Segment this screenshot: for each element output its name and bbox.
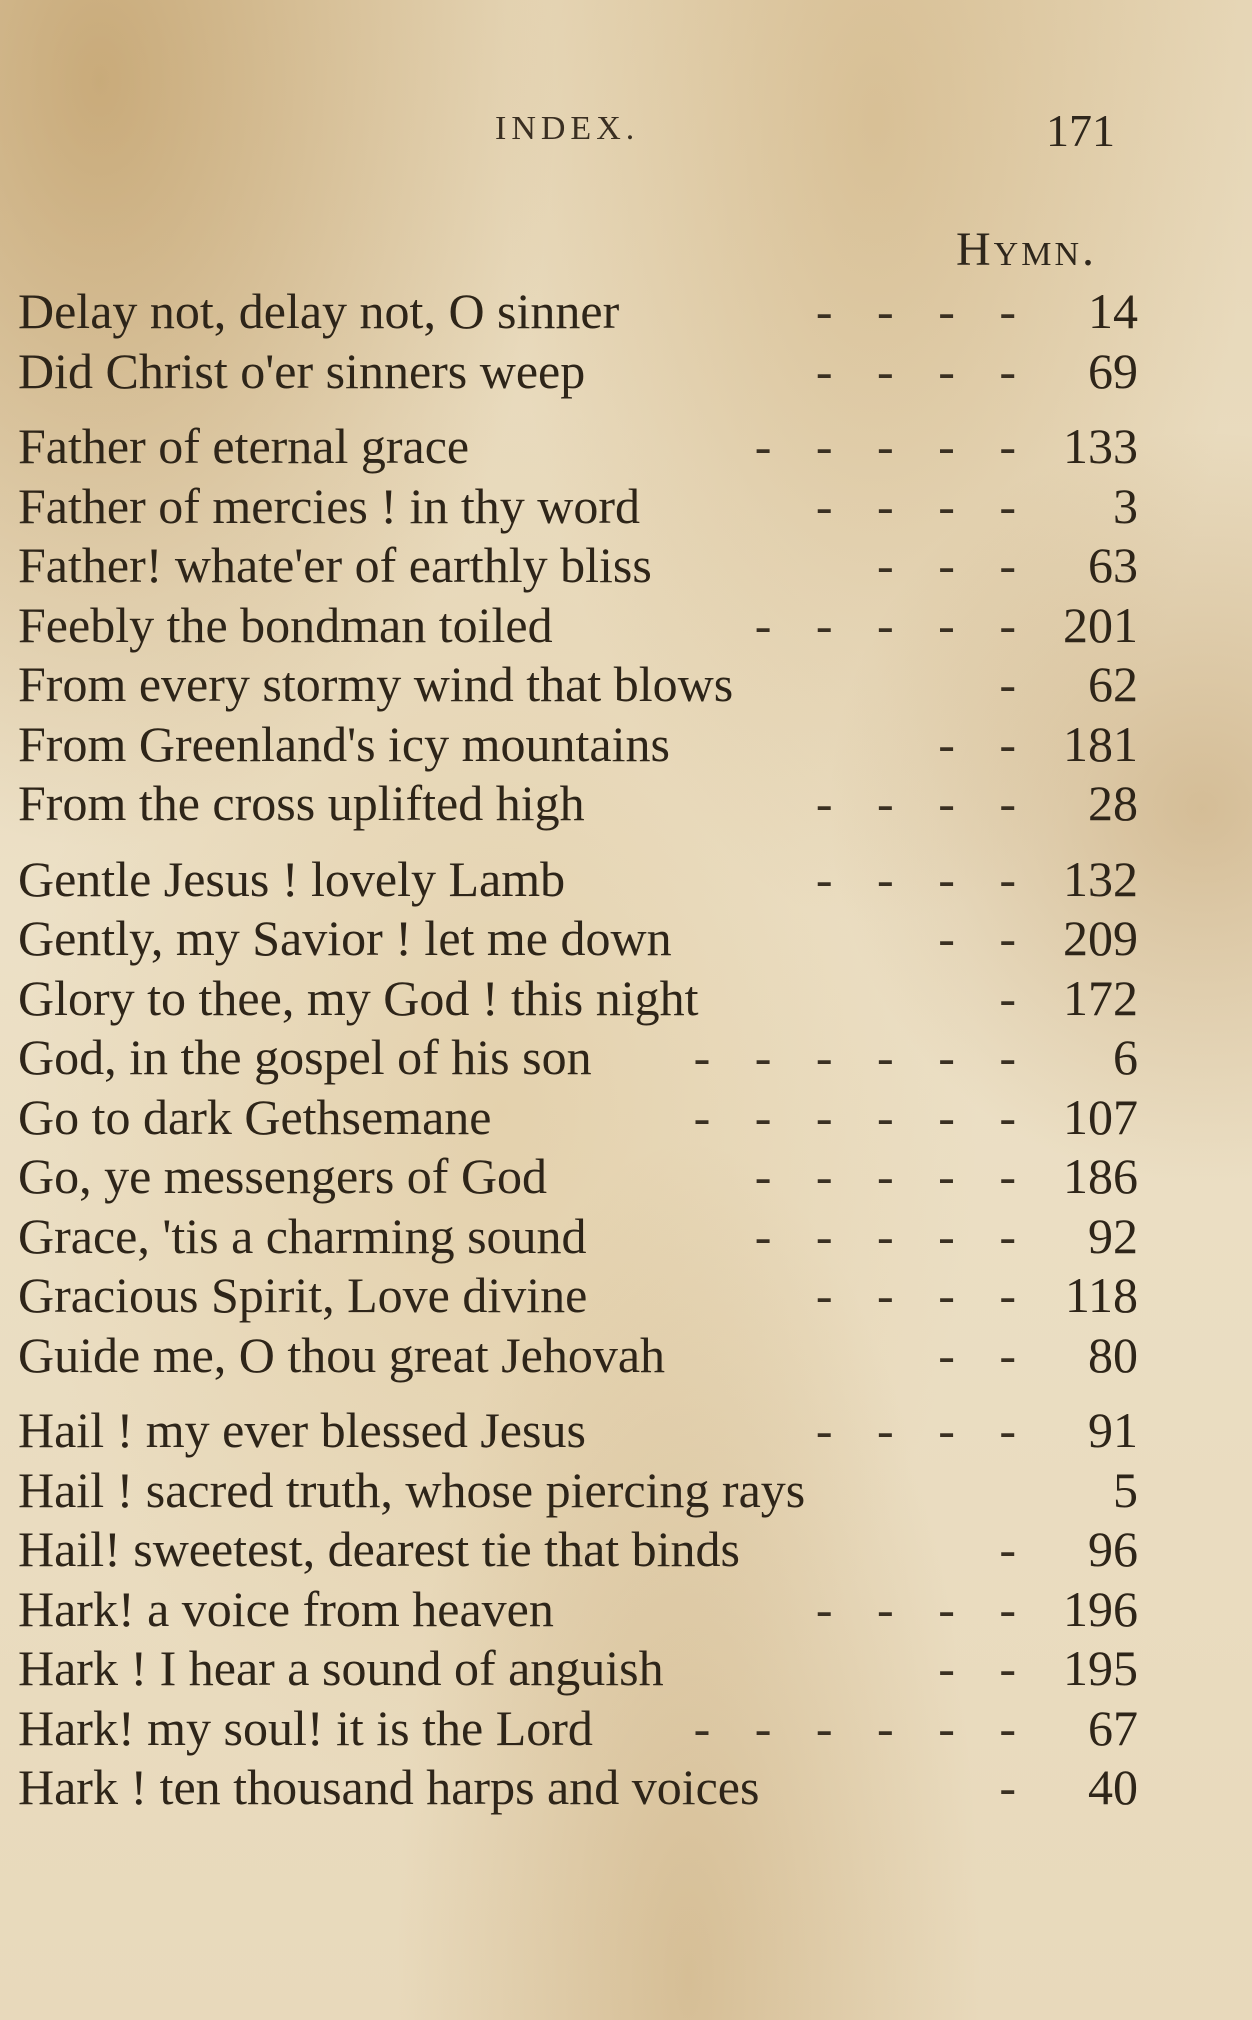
index-entry — [18, 1639, 1138, 1699]
hymn-number: 96 — [1088, 1521, 1138, 1577]
hymn-number: 5 — [1113, 1461, 1138, 1518]
hymn-number: 62 — [1088, 656, 1138, 712]
index-entry — [18, 909, 1138, 969]
hymn-first-line: Feebly the bondman toiled — [18, 596, 553, 653]
hymn-first-line: Gently, my Savior ! let me down — [18, 910, 672, 966]
hymn-number: 6 — [1113, 1029, 1138, 1085]
hymn-first-line: Father! whate'er of earthly bliss — [18, 537, 652, 593]
index-entry — [18, 1266, 1138, 1326]
dot-leader: - - - - — [815, 1402, 1032, 1458]
hymn-first-line: God, in the gospel of his son — [18, 1029, 592, 1085]
column-heading: Hymn. — [956, 223, 1098, 276]
hymn-first-line: Hail! sweetest, dearest tie that binds — [18, 1521, 740, 1577]
dot-leader: - - - - — [815, 283, 1032, 339]
dot-leader: - - — [938, 1640, 1032, 1696]
hymn-first-line: Hark! a voice from heaven — [18, 1580, 554, 1637]
index-entry — [18, 1699, 1138, 1759]
hymn-number: 67 — [1088, 1699, 1138, 1756]
index-entry — [18, 342, 1138, 402]
index-entry — [18, 1147, 1138, 1207]
index-entry — [18, 1461, 1138, 1521]
index-entry — [18, 1028, 1138, 1088]
dot-leader: - — [999, 656, 1032, 712]
hymn-first-line: Hark! my soul! it is the Lord — [18, 1699, 593, 1756]
hymn-first-line: Delay not, delay not, O sinner — [18, 283, 620, 339]
index-entry — [18, 655, 1138, 715]
index-entry — [18, 1207, 1138, 1267]
index-group — [18, 282, 1138, 401]
dot-leader: - - - - — [815, 775, 1032, 831]
hymn-number: 80 — [1088, 1326, 1138, 1383]
hymn-number: 63 — [1088, 537, 1138, 593]
hymn-number: 14 — [1088, 283, 1138, 339]
index-entry — [18, 1088, 1138, 1148]
index-entry — [18, 1580, 1138, 1640]
hymn-number: 209 — [1063, 910, 1138, 966]
running-head — [0, 104, 1252, 164]
dot-leader: - - - - - — [754, 1207, 1032, 1264]
hymn-first-line: From every stormy wind that blows — [18, 656, 734, 712]
hymn-first-line: Guide me, O thou great Jehovah — [18, 1326, 666, 1383]
hymn-number: 69 — [1088, 342, 1138, 399]
hymn-first-line: Hail ! sacred truth, whose piercing rays — [18, 1461, 806, 1518]
index-group — [18, 850, 1138, 1386]
hymn-number: 28 — [1088, 775, 1138, 831]
index-entry — [18, 715, 1138, 775]
hymn-number: 201 — [1063, 596, 1138, 653]
dot-leader: - — [999, 969, 1032, 1026]
hymn-index-list — [18, 282, 1138, 1834]
hymn-first-line: Hark ! I hear a sound of anguish — [18, 1640, 664, 1696]
dot-leader: - - - - - — [754, 1148, 1032, 1204]
index-entry — [18, 1520, 1138, 1580]
dot-leader: - - - - — [815, 1267, 1032, 1323]
page-number: 171 — [1046, 105, 1115, 156]
dot-leader: - - — [938, 715, 1032, 772]
hymn-number: 40 — [1088, 1759, 1138, 1815]
page-title: INDEX. — [495, 110, 640, 147]
hymn-number: 172 — [1063, 969, 1138, 1026]
index-entry — [18, 536, 1138, 596]
hymn-first-line: Hark ! ten thousand harps and voices — [18, 1759, 760, 1815]
hymn-number: 196 — [1063, 1580, 1138, 1637]
index-entry — [18, 596, 1138, 656]
hymn-number: 3 — [1113, 477, 1138, 534]
hymn-first-line: Gracious Spirit, Love divine — [18, 1267, 588, 1323]
index-entry — [18, 417, 1138, 477]
dot-leader: - — [999, 1759, 1032, 1815]
dot-leader: - — [999, 1521, 1032, 1577]
index-entry — [18, 774, 1138, 834]
dot-leader: - - — [938, 1326, 1032, 1383]
hymn-first-line: From Greenland's icy mountains — [18, 715, 670, 772]
index-entry — [18, 1401, 1138, 1461]
index-entry — [18, 282, 1138, 342]
dot-leader: - - - - - - — [693, 1088, 1032, 1145]
hymn-number: 118 — [1064, 1267, 1138, 1323]
dot-leader: - - - - - — [754, 596, 1032, 653]
index-group — [18, 1401, 1138, 1818]
hymn-first-line: Did Christ o'er sinners weep — [18, 342, 586, 399]
hymn-number: 92 — [1088, 1207, 1138, 1264]
hymn-number: 133 — [1063, 418, 1138, 474]
hymn-first-line: Father of eternal grace — [18, 418, 470, 474]
hymn-number: 181 — [1063, 715, 1138, 772]
index-entry — [18, 969, 1138, 1029]
hymn-first-line: Father of mercies ! in thy word — [18, 477, 641, 534]
hymn-number: 91 — [1088, 1402, 1138, 1458]
dot-leader: - - - - — [815, 1580, 1032, 1637]
index-entry — [18, 850, 1138, 910]
index-entry — [18, 477, 1138, 537]
dot-leader: - - - — [877, 537, 1032, 593]
dot-leader: - - - - — [815, 342, 1032, 399]
dot-leader: - - - - — [815, 477, 1032, 534]
index-group — [18, 417, 1138, 834]
index-entry — [18, 1758, 1138, 1818]
hymn-number: 195 — [1063, 1640, 1138, 1696]
dot-leader: - - - - — [815, 850, 1032, 907]
dot-leader: - - - - - — [754, 418, 1032, 474]
hymn-number: 186 — [1063, 1148, 1138, 1204]
hymn-first-line: Go, ye messengers of God — [18, 1148, 548, 1204]
hymn-first-line: Hail ! my ever blessed Jesus — [18, 1402, 586, 1458]
index-entry — [18, 1326, 1138, 1386]
hymn-first-line: Gentle Jesus ! lovely Lamb — [18, 850, 566, 907]
dot-leader: - - - - - - — [693, 1699, 1032, 1756]
hymn-first-line: Grace, 'tis a charming sound — [18, 1207, 587, 1264]
dot-leader: - - - - - - — [693, 1029, 1032, 1085]
dot-leader: - - — [938, 910, 1032, 966]
hymn-number: 132 — [1063, 850, 1138, 907]
hymn-first-line: From the cross uplifted high — [18, 775, 585, 831]
hymn-first-line: Go to dark Gethsemane — [18, 1088, 492, 1145]
hymn-number: 107 — [1063, 1088, 1138, 1145]
hymn-first-line: Glory to thee, my God ! this night — [18, 969, 699, 1026]
